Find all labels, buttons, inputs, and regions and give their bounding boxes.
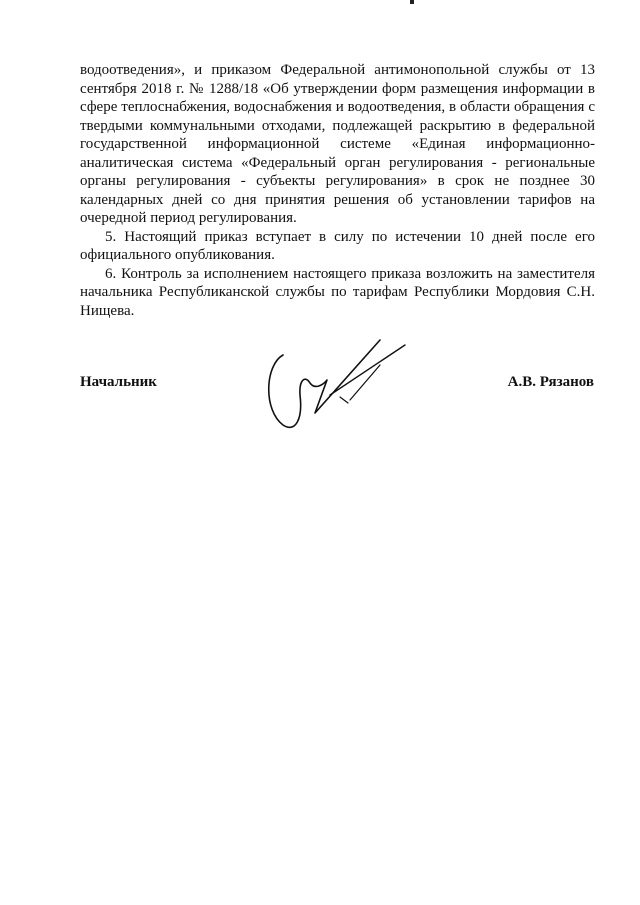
page-edge-mark xyxy=(410,0,414,4)
signatory-name: А.В. Рязанов xyxy=(507,374,594,390)
document-body xyxy=(80,61,595,320)
paragraph-6: 6. Контроль за исполнением настоящего приказа возложить на заместителя начальника Республиканской службы по тарифам Республики Мордовия С.Н. Нищева. xyxy=(80,265,595,319)
paragraph-5: 5. Настоящий приказ вступает в силу по истечении 10 дней после его официального опубликования. xyxy=(80,228,595,263)
signatory-title: Начальник xyxy=(80,374,157,390)
continuation-paragraph: водоотведения», и приказом Федеральной антимонопольной службы от 13 сентября 2018 г. № 1288/18 «Об утверждении форм размещения информации в сфере теплоснабжения, водоснабжения и водоотведения, в области обращения с твердыми коммунальными отходами, подлежащей раскрытию в федеральной государственной информационной системе «Единая информационно-аналитическая система «Федеральный орган регулирования - региональные органы регулирования - субъекты регулирования» в срок не позднее 30 календарных дней со дня принятия решения об установлении тарифов на очередной период регулирования. xyxy=(80,62,595,226)
handwritten-signature xyxy=(255,335,420,435)
